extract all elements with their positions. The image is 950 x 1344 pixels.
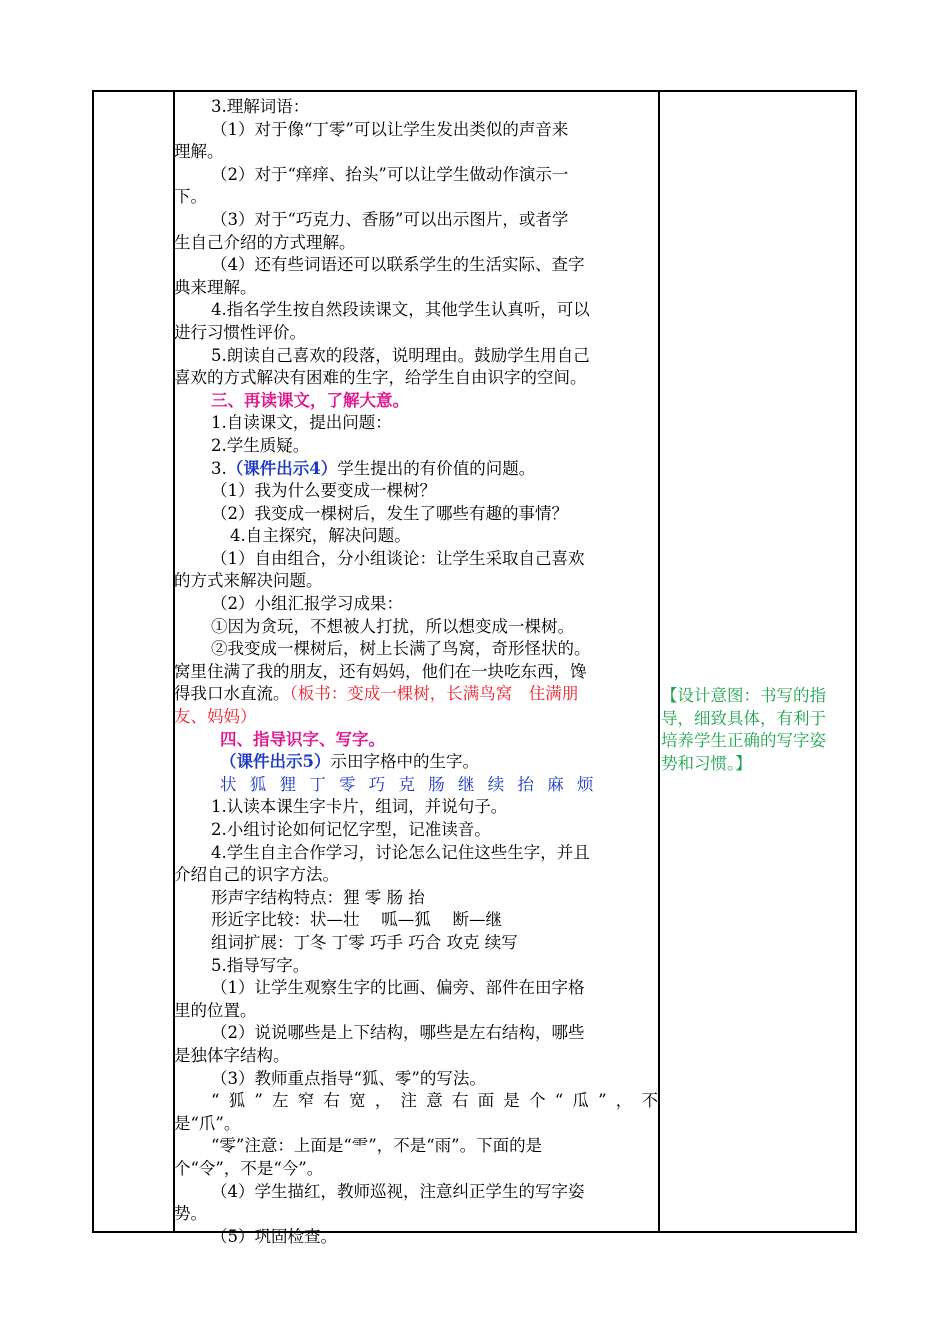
text-line: 4.自主探究，解决问题。 bbox=[230, 526, 411, 546]
text-line: 的方式来解决问题。 bbox=[174, 571, 323, 591]
text-line: 1.自读课文，提出问题： bbox=[211, 413, 392, 433]
text-line: 5.指导写字。 bbox=[211, 955, 310, 975]
text-line: （4）还有些词语还可以联系学生的生活实际、查字 bbox=[211, 255, 585, 275]
text-line: 下。 bbox=[174, 187, 207, 207]
text-line: （3）教师重点指导“狐、零”的写法。 bbox=[211, 1068, 486, 1088]
text-line: 2.学生质疑。 bbox=[211, 435, 310, 455]
design-intent-line: 导，细致具体，有利于 bbox=[661, 708, 826, 728]
text-segment: 示田字格中的生字。 bbox=[330, 752, 479, 772]
text-line: 形声字结构特点：狸 零 肠 抬 bbox=[211, 887, 425, 907]
text-line: ②我变成一棵树后，树上长满了鸟窝，奇形怪状的。 bbox=[211, 639, 591, 659]
text-line bbox=[174, 683, 658, 706]
text-line: 理解。 bbox=[174, 142, 224, 162]
teaching-process-column bbox=[174, 96, 658, 1248]
text-line: 2.小组讨论如何记忆字型，记准读音。 bbox=[211, 820, 491, 839]
text-line: （4）学生描红，教师巡视，注意纠正学生的写字姿 bbox=[211, 1181, 585, 1201]
text-line: 典来理解。 bbox=[174, 277, 257, 297]
text-line: （5）巩固检查。 bbox=[211, 1226, 337, 1246]
text-line: 4.学生自主合作学习，讨论怎么记住这些生字，并且 bbox=[211, 842, 590, 862]
text-line: 友、妈妈） bbox=[174, 707, 257, 727]
text-line: 里的位置。 bbox=[174, 1000, 257, 1020]
text-line: 窝里住满了我的朋友，还有妈妈，他们在一块吃东西，馋 bbox=[174, 661, 587, 681]
design-intent-column bbox=[661, 685, 857, 775]
text-segment: （课件出示5） bbox=[220, 752, 331, 772]
text-line: （1）自由组合，分小组谈论：让学生采取自己喜欢 bbox=[211, 548, 585, 568]
text-line: 1.认读本课生字卡片，组词，并说句子。 bbox=[211, 797, 508, 817]
text-line: 个“令”，不是“今”。 bbox=[174, 1158, 324, 1178]
text-line: （2）我变成一棵树后，发生了哪些有趣的事情？ bbox=[211, 503, 568, 523]
design-intent-line: 【设计意图：书写的指 bbox=[661, 686, 826, 705]
text-line: （1）让学生观察生字的比画、偏旁、部件在田字格 bbox=[211, 978, 585, 998]
text-line: 组词扩展：丁冬 丁零 巧手 巧合 攻克 续写 bbox=[211, 932, 518, 952]
text-line: 状 狐 狸 丁 零 巧 克 肠 继 续 抬 麻 烦 bbox=[220, 774, 598, 794]
text-line: 喜欢的方式解决有困难的生字，给学生自由识字的空间。 bbox=[174, 368, 587, 388]
text-line: 势。 bbox=[174, 1204, 207, 1224]
text-line: （3）对于“巧克力、香肠”可以出示图片，或者学 bbox=[211, 209, 569, 229]
text-line: 生自己介绍的方式理解。 bbox=[174, 232, 356, 252]
text-line: 四、指导识字、写字。 bbox=[220, 729, 385, 749]
text-line: “零”注意：上面是“⻗”，不是“雨”。下面的是 bbox=[211, 1136, 543, 1156]
design-intent-line: 势和习惯。】 bbox=[661, 753, 752, 773]
text-segment: 学生提出的有价值的问题。 bbox=[337, 458, 536, 478]
column-divider-right bbox=[658, 92, 660, 1231]
text-line: 进行习惯性评价。 bbox=[174, 322, 306, 342]
text-line: 形近字比较：状—壮 呱—狐 断—继 bbox=[211, 910, 502, 930]
text-line: （1）我为什么要变成一棵树？ bbox=[211, 481, 436, 501]
text-line: （2）说说哪些是上下结构，哪些是左右结构，哪些 bbox=[211, 1023, 585, 1043]
design-intent-line: 培养学生正确的写字姿 bbox=[661, 731, 826, 751]
text-segment: （课件出示4） bbox=[226, 458, 338, 478]
text-segment: 3. bbox=[211, 458, 227, 478]
text-line: 三、再读课文，了解大意。 bbox=[211, 390, 409, 410]
text-line: 介绍自己的识字方法。 bbox=[174, 865, 339, 885]
text-segment: （板书：变成一棵树，长满鸟窝 住满朋 bbox=[289, 684, 579, 704]
text-line: ①因为贪玩，不想被人打扰，所以想变成一棵树。 bbox=[211, 616, 574, 636]
text-line: 3.理解词语： bbox=[211, 97, 310, 116]
text-line: （2）小组汇报学习成果： bbox=[211, 594, 403, 614]
text-line bbox=[174, 458, 658, 481]
text-line bbox=[174, 751, 658, 774]
text-line: 5.朗读自己喜欢的段落，说明理由。鼓励学生用自己 bbox=[211, 345, 590, 365]
text-segment: 得我口水直流。 bbox=[174, 684, 290, 704]
text-line: 4.指名学生按自然段读课文，其他学生认真听，可以 bbox=[211, 300, 590, 320]
text-line: “狐”左窄右宽，注意右面是个“瓜”，不 bbox=[211, 1091, 658, 1111]
text-line: （1）对于像“丁零”可以让学生发出类似的声音来 bbox=[211, 119, 569, 139]
text-line: 是独体字结构。 bbox=[174, 1045, 290, 1065]
text-line: 是“爪”。 bbox=[174, 1113, 241, 1133]
text-line: （2）对于“痒痒、抬头”可以让学生做动作演示一 bbox=[211, 164, 569, 184]
